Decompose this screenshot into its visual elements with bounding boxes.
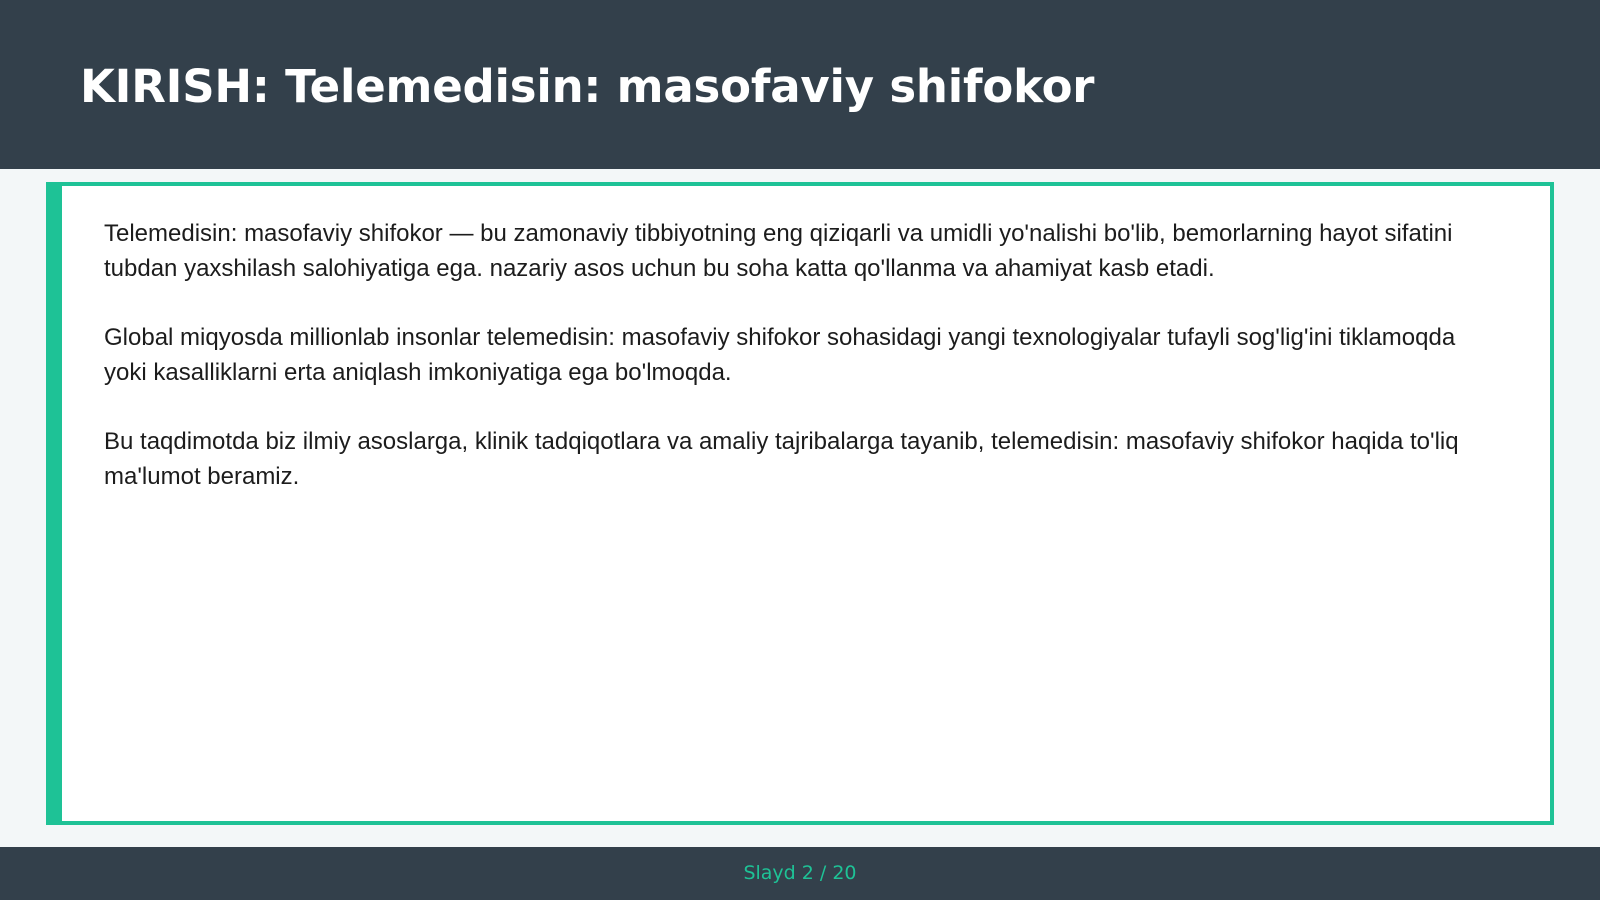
slide-counter: Slayd 2 / 20 [743, 862, 857, 884]
slide-title: KIRISH: Telemedisin: masofaviy shifokor [80, 60, 1095, 113]
paragraph-global-impact: Global miqyosda millionlab insonlar telemedisin: masofaviy shifokor sohasidagi yangi texnologiyalar tufayli sog'lig'ini tiklamoqda yoki kasalliklarni erta aniqlash imkoniyatiga ega bo'lmoqda. [104, 324, 1456, 386]
paragraph-presentation-overview: Bu taqdimotda biz ilmiy asoslarga, klinik tadqiqotlara va amaliy tajribalarga tayanib, telemedisin: masofaviy shifokor haqida to'liq ma'lumot beramiz. [104, 428, 1459, 490]
slide-header [0, 0, 1600, 169]
content-body [104, 216, 1504, 528]
content-card [46, 182, 1554, 825]
slide-footer [0, 847, 1600, 900]
paragraph-introduction: Telemedisin: masofaviy shifokor — bu zamonaviy tibbiyotning eng qiziqarli va umidli yo'nalishi bo'lib, bemorlarning hayot sifatini tubdan yaxshilash salohiyatiga ega. nazariy asos uchun bu soha katta qo'llanma va ahamiyat kasb etadi. [104, 220, 1453, 282]
